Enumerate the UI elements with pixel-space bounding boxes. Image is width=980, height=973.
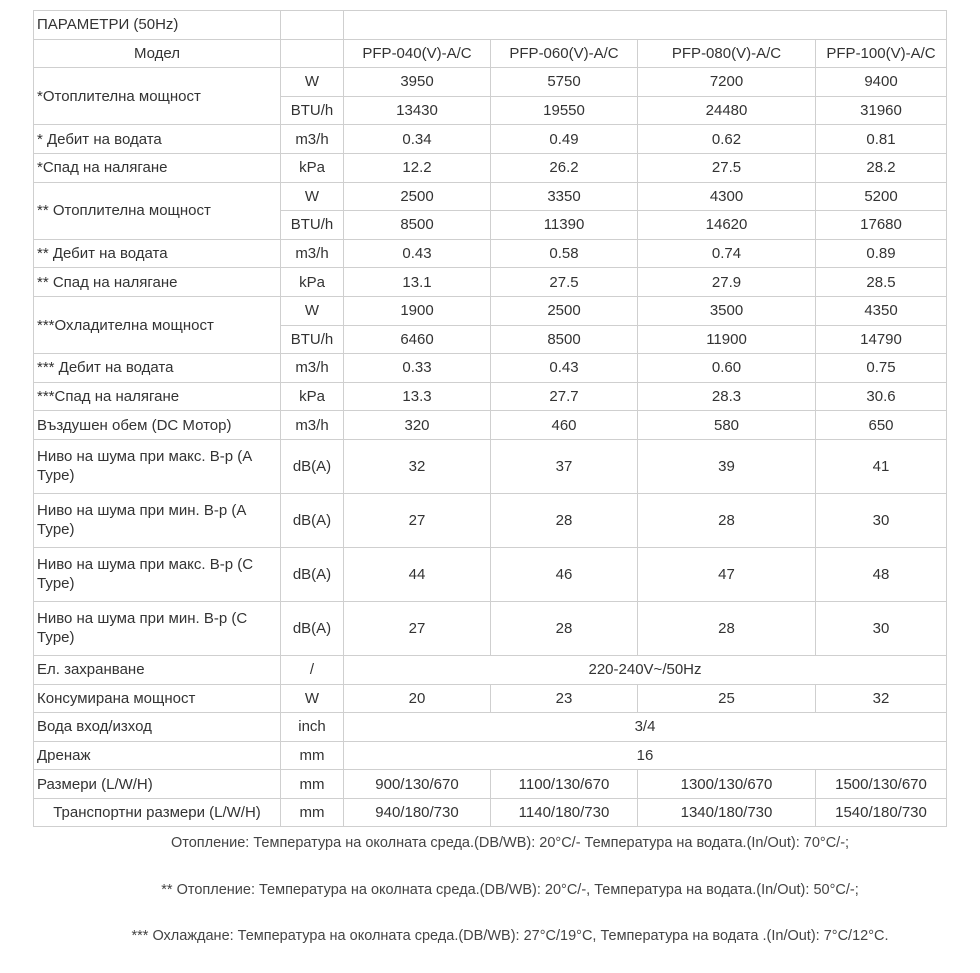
table-row xyxy=(34,798,947,827)
value-cell: 8500 xyxy=(491,325,638,354)
value-cell: 30.6 xyxy=(816,382,947,411)
value-cell: 30 xyxy=(816,601,947,655)
value-cell: 9400 xyxy=(816,68,947,97)
model-name: PFP-060(V)-A/C xyxy=(491,39,638,68)
unit-cell: dB(A) xyxy=(281,439,344,493)
parameter-name: Въздушен обем (DC Мотор) xyxy=(34,411,281,440)
value-cell: 28 xyxy=(638,601,816,655)
unit-cell: kPa xyxy=(281,268,344,297)
table-row xyxy=(34,770,947,799)
value-cell: 3500 xyxy=(638,296,816,325)
value-cell: 580 xyxy=(638,411,816,440)
footnote: *** Охлаждане: Температура на околната среда.(DB/WB): 27°C/19°C, Температура на водата .(In/Out): 7°C/12°C. xyxy=(131,928,889,944)
value-cell: 27.5 xyxy=(638,153,816,182)
value-cell: 26.2 xyxy=(491,153,638,182)
unit-cell: W xyxy=(281,182,344,211)
value-cell: 460 xyxy=(491,411,638,440)
value-cell: 14620 xyxy=(638,211,816,240)
value-cell: 32 xyxy=(816,684,947,713)
value-cell: 0.62 xyxy=(638,125,816,154)
value-cell: 1300/130/670 xyxy=(638,770,816,799)
value-cell: 940/180/730 xyxy=(344,798,491,827)
value-cell: 0.43 xyxy=(491,354,638,383)
value-cell: 0.43 xyxy=(344,239,491,268)
value-cell: 12.2 xyxy=(344,153,491,182)
value-cell: 0.60 xyxy=(638,354,816,383)
value-cell: 20 xyxy=(344,684,491,713)
parameter-name: *Отоплителна мощност xyxy=(34,68,281,125)
value-cell: 2500 xyxy=(491,296,638,325)
value-cell: 3950 xyxy=(344,68,491,97)
table-row xyxy=(34,296,947,325)
value-cell: 0.75 xyxy=(816,354,947,383)
table-row xyxy=(34,239,947,268)
value-cell: 1140/180/730 xyxy=(491,798,638,827)
value-cell: 27.7 xyxy=(491,382,638,411)
value-cell: 28.2 xyxy=(816,153,947,182)
parameter-name: Ниво на шума при мин. В-р (C Type) xyxy=(34,601,281,655)
value-cell: 6460 xyxy=(344,325,491,354)
unit-cell: m3/h xyxy=(281,411,344,440)
unit-cell: BTU/h xyxy=(281,325,344,354)
model-name: PFP-100(V)-A/C xyxy=(816,39,947,68)
table-row xyxy=(34,684,947,713)
specifications-table xyxy=(33,10,947,827)
unit-cell: W xyxy=(281,684,344,713)
unit-cell: kPa xyxy=(281,382,344,411)
value-cell: 48 xyxy=(816,547,947,601)
parameter-name: Транспортни размери (L/W/H) xyxy=(34,798,281,827)
unit-cell: dB(A) xyxy=(281,493,344,547)
unit-cell: BTU/h xyxy=(281,96,344,125)
unit-cell: m3/h xyxy=(281,354,344,383)
table-row xyxy=(34,182,947,211)
value-cell: 3350 xyxy=(491,182,638,211)
value-cell: 650 xyxy=(816,411,947,440)
table-row xyxy=(34,354,947,383)
table-row xyxy=(34,68,947,97)
model-name: PFP-080(V)-A/C xyxy=(638,39,816,68)
value-cell: 0.33 xyxy=(344,354,491,383)
table-row xyxy=(34,439,947,493)
value-cell: 1500/130/670 xyxy=(816,770,947,799)
value-cell: 27 xyxy=(344,601,491,655)
empty-cell xyxy=(281,39,344,68)
parameter-name: ** Спад на налягане xyxy=(34,268,281,297)
value-cell: 28 xyxy=(491,493,638,547)
value-cell: 41 xyxy=(816,439,947,493)
value-cell: 27.9 xyxy=(638,268,816,297)
value-cell: 0.58 xyxy=(491,239,638,268)
footnotes xyxy=(0,833,980,973)
value-cell: 13430 xyxy=(344,96,491,125)
value-cell: 37 xyxy=(491,439,638,493)
footnote: Отопление: Температура на околната среда.(DB/WB): 20°C/- Температура на водата.(In/Out): 70°C/-; xyxy=(170,835,850,851)
value-cell: 0.89 xyxy=(816,239,947,268)
value-cell: 28 xyxy=(491,601,638,655)
unit-cell: kPa xyxy=(281,153,344,182)
parameter-name: Ниво на шума при макс. В-р (A Type) xyxy=(34,439,281,493)
parameter-name: Консумирана мощност xyxy=(34,684,281,713)
parameter-name: ***Охладителна мощност xyxy=(34,296,281,353)
value-cell: 19550 xyxy=(491,96,638,125)
value-cell: 1900 xyxy=(344,296,491,325)
value-cell: 4300 xyxy=(638,182,816,211)
table-row xyxy=(34,125,947,154)
unit-cell: dB(A) xyxy=(281,547,344,601)
parameter-name: Ниво на шума при макс. В-р (C Type) xyxy=(34,547,281,601)
unit-cell: m3/h xyxy=(281,239,344,268)
model-label: Модел xyxy=(34,39,281,68)
parameter-name: Размери (L/W/H) xyxy=(34,770,281,799)
value-cell: 25 xyxy=(638,684,816,713)
value-cell: 900/130/670 xyxy=(344,770,491,799)
unit-cell: mm xyxy=(281,798,344,827)
value-cell: 28 xyxy=(638,493,816,547)
value-cell: 13.3 xyxy=(344,382,491,411)
parameter-name: ** Дебит на водата xyxy=(34,239,281,268)
parameter-name: *Спад на налягане xyxy=(34,153,281,182)
value-cell: 7200 xyxy=(638,68,816,97)
value-cell: 1540/180/730 xyxy=(816,798,947,827)
table-title: ПАРАМЕТРИ (50Hz) xyxy=(34,11,281,40)
value-cell: 13.1 xyxy=(344,268,491,297)
table-row xyxy=(34,655,947,684)
table-row xyxy=(34,601,947,655)
value-cell: 0.34 xyxy=(344,125,491,154)
table-row xyxy=(34,741,947,770)
value-cell: 27 xyxy=(344,493,491,547)
footnote: ** Отопление: Температура на околната среда.(DB/WB): 20°C/-, Температура на водата.(In/Out): 50°C/-; xyxy=(161,881,859,898)
value-cell: 27.5 xyxy=(491,268,638,297)
empty-cell xyxy=(344,11,947,40)
value-cell: 24480 xyxy=(638,96,816,125)
unit-cell: inch xyxy=(281,713,344,742)
parameter-name: ** Отоплителна мощност xyxy=(34,182,281,239)
table-row xyxy=(34,493,947,547)
table-row xyxy=(34,713,947,742)
parameter-name: Дренаж xyxy=(34,741,281,770)
value-cell: 17680 xyxy=(816,211,947,240)
value-cell: 11900 xyxy=(638,325,816,354)
table-row xyxy=(34,547,947,601)
value-cell: 4350 xyxy=(816,296,947,325)
parameter-name: Вода вход/изход xyxy=(34,713,281,742)
value-cell: 0.74 xyxy=(638,239,816,268)
unit-cell: mm xyxy=(281,770,344,799)
value-cell: 320 xyxy=(344,411,491,440)
model-row xyxy=(34,39,947,68)
table-row xyxy=(34,382,947,411)
unit-cell: W xyxy=(281,296,344,325)
value-cell: 28.3 xyxy=(638,382,816,411)
value-cell: 5750 xyxy=(491,68,638,97)
value-cell: 0.49 xyxy=(491,125,638,154)
value-cell: 47 xyxy=(638,547,816,601)
value-cell-merged: 220-240V~/50Hz xyxy=(344,655,947,684)
value-cell: 1340/180/730 xyxy=(638,798,816,827)
unit-cell: mm xyxy=(281,741,344,770)
value-cell: 1100/130/670 xyxy=(491,770,638,799)
table-row xyxy=(34,268,947,297)
value-cell: 23 xyxy=(491,684,638,713)
parameter-name: Ниво на шума при мин. В-р (A Type) xyxy=(34,493,281,547)
unit-cell: / xyxy=(281,655,344,684)
value-cell-merged: 3/4 xyxy=(344,713,947,742)
value-cell: 44 xyxy=(344,547,491,601)
value-cell: 31960 xyxy=(816,96,947,125)
value-cell: 28.5 xyxy=(816,268,947,297)
value-cell: 5200 xyxy=(816,182,947,211)
value-cell: 39 xyxy=(638,439,816,493)
value-cell: 32 xyxy=(344,439,491,493)
value-cell: 30 xyxy=(816,493,947,547)
value-cell: 11390 xyxy=(491,211,638,240)
table-row xyxy=(34,411,947,440)
empty-cell xyxy=(281,11,344,40)
parameter-name: *** Дебит на водата xyxy=(34,354,281,383)
unit-cell: m3/h xyxy=(281,125,344,154)
unit-cell: W xyxy=(281,68,344,97)
unit-cell: dB(A) xyxy=(281,601,344,655)
value-cell: 8500 xyxy=(344,211,491,240)
parameter-name: * Дебит на водата xyxy=(34,125,281,154)
parameter-name: ***Спад на налягане xyxy=(34,382,281,411)
value-cell: 2500 xyxy=(344,182,491,211)
model-name: PFP-040(V)-A/C xyxy=(344,39,491,68)
value-cell: 46 xyxy=(491,547,638,601)
title-row xyxy=(34,11,947,40)
unit-cell: BTU/h xyxy=(281,211,344,240)
value-cell: 14790 xyxy=(816,325,947,354)
value-cell: 0.81 xyxy=(816,125,947,154)
parameter-name: Ел. захранване xyxy=(34,655,281,684)
value-cell-merged: 16 xyxy=(344,741,947,770)
table-row xyxy=(34,153,947,182)
